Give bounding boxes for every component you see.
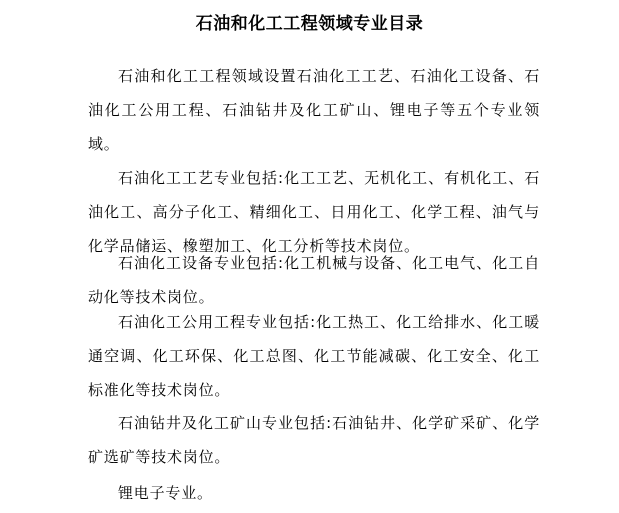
document-title: 石油和化工工程领域专业目录 <box>195 14 424 35</box>
paragraph-process: 石油化工工艺专业包括:化工工艺、无机化工、有机化工、石油化工、高分子化工、精细化工、日用化工、化学工程、油气与化学品储运、橡塑加工、化工分析等技术岗位。 <box>88 169 540 255</box>
paragraph-utility: 石油化工公用工程专业包括:化工热工、化工给排水、化工暖通空调、化工环保、化工总图、化工节能减碳、化工安全、化工标准化等技术岗位。 <box>88 313 540 399</box>
paragraph-lithium: 锂电子专业。 <box>118 484 213 502</box>
paragraph-equipment: 石油化工设备专业包括:化工机械与设备、化工电气、化工自动化等技术岗位。 <box>88 254 540 306</box>
paragraph-overview: 石油和化工工程领域设置石油化工工艺、石油化工设备、石油化工公用工程、石油钻井及化工矿山、锂电子等五个专业领域。 <box>88 67 540 153</box>
paragraph-drilling-mining: 石油钻井及化工矿山专业包括:石油钻井、化学矿采矿、化学矿选矿等技术岗位。 <box>88 414 540 466</box>
